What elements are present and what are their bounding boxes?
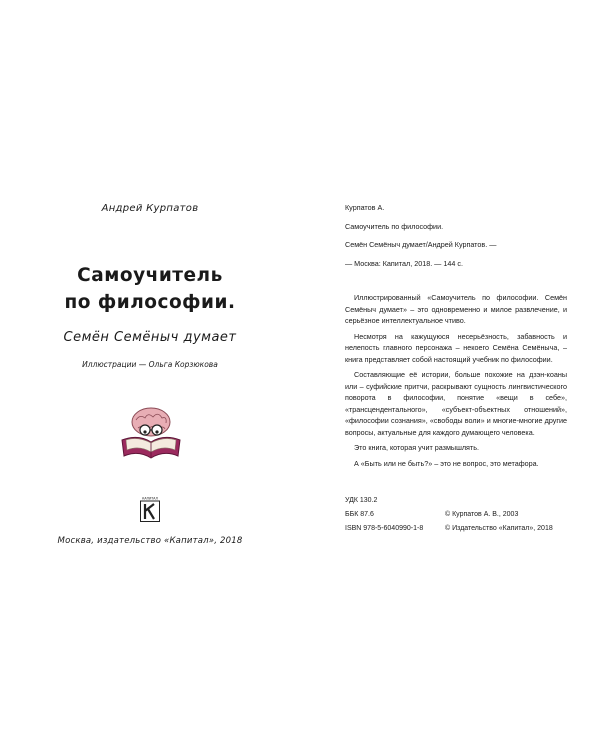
imprint-line: Москва, издательство «Капитал», 2018 (57, 536, 243, 546)
annotation (345, 292, 567, 473)
copyright-notices (445, 508, 553, 536)
catalog-line-subtitle: Семён Семёныч думает/Андрей Курпатов. — (345, 240, 497, 249)
right-page (300, 0, 600, 750)
catalog-line-imprint: — Москва: Капитал, 2018. — 144 с. (345, 258, 463, 268)
author-name: Андрей Курпатов (101, 203, 199, 214)
annotation-paragraph: Несмотря на кажущуюся несерьёзность, забавность и нелепость главного персонажа – некоего Семёна Семёныча, – книга представляет собой настоящий учебник по философии. (345, 331, 567, 364)
annotation-paragraph: Это книга, которая учит размышлять. (354, 443, 479, 452)
catalog-line-author: Курпатов А. (345, 203, 385, 212)
bbk-code: ББК 87.6 (345, 511, 374, 518)
publisher-logo-label: КАПИТАЛ (142, 496, 158, 501)
book-subtitle: Семён Семёныч думает (63, 330, 237, 345)
annotation-paragraph: Иллюстрированный «Самоучитель по философии. Семён Семёныч думает» – это одновременно и милое развлечение, и серьёзное интеллектуальное чтиво. (345, 293, 567, 325)
book-title (0, 262, 300, 316)
illustrator-credit: Иллюстрации — Ольга Корзюкова (82, 360, 218, 369)
title-line-2: по философии. (64, 292, 236, 313)
publisher-logo (140, 496, 160, 522)
copyright-author: © Курпатов А. В., 2003 (445, 511, 519, 518)
catalog-line-title: Самоучитель по философии. (345, 221, 444, 231)
classification-codes (345, 494, 423, 536)
annotation-paragraph: А «Быть или не быть?» – это не вопрос, это метафора. (354, 458, 539, 468)
udk-code: УДК 130.2 (345, 497, 378, 504)
copyright-publisher: © Издательство «Капитал», 2018 (445, 525, 553, 532)
catalog-record (345, 202, 565, 276)
title-line-1: Самоучитель (77, 265, 223, 286)
isbn-code: ISBN 978-5-6040990-1-8 (345, 525, 424, 532)
brain-reading-book-illustration (118, 400, 184, 462)
annotation-paragraph: Составляющие её истории, больше похожие на дзэн-коаны или – суфийские притчи, раскрывают сущность лингвистического поворота в философии, понятие «вещи в себе», «трансцендентального», «субъект-объектных отношений», «философии сознания», «свободы воли» и многие-многие другие вопросы, актуальные для каждого думающего человека. (345, 370, 567, 437)
